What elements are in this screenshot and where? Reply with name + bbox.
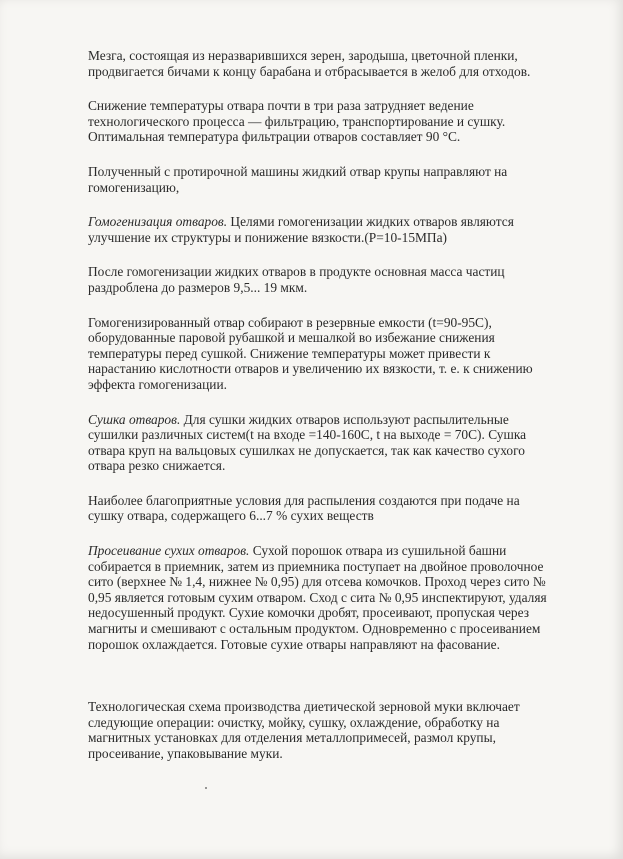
paragraph-temperature xyxy=(88,98,558,145)
paragraph-text: Гомогенизированный отвар собирают в резервные емкости (t=90-95С), оборудованные паровой рубашкой и мешалкой во избежание снижения температуры перед сушкой. Снижение температуры может привести к нарастанию кислотности отваров и увеличению их вязкости, т. е. к снижению эффекта гомогенизации. xyxy=(88,314,533,392)
section-lead: Гомогенизация отваров. xyxy=(88,214,228,230)
scan-speck xyxy=(205,787,207,789)
paragraph-text: Сухой порошок отвара из сушильной башни собирается в приемник, затем из приемника поступает на двойное проволочное сито (верхнее № 1,4, нижнее № 0,95) для отсева комочков. Проход через сито № 0,95 является готовым сухим отваром. Сход с сита № 0,95 инспектируют, удаляя недосушенный продукт. Сухие комочки дробят, просеивают, пропуская через магниты и смешивают с остальным продуктом. Одновременно с просеиванием порошок охлаждается. Готовые сухие отвары направляют на фасование. xyxy=(88,543,547,652)
paragraph-flour-scheme xyxy=(88,699,558,761)
paragraph-text: Снижение температуры отвара почти в три раза затрудняет ведение технологического процесса — фильтрацию, транспортирование и сушку. Оптимальная температура фильтрации отваров составляет 90 °С. xyxy=(88,98,506,145)
paragraph-text: Мезга, состоящая из неразварившихся зерен, зародыша, цветочной пленки, продвигается бичами к концу барабана и отбрасывается в желоб для отходов. xyxy=(88,48,531,79)
section-lead: Просеивание сухих отваров. xyxy=(88,543,250,559)
paragraph-text: Целями гомогенизации жидких отваров являются улучшение их структуры и понижение вязкости.(Р=10-15МПа) xyxy=(88,214,514,245)
paragraph-text: Для сушки жидких отваров используют распылительные сушилки различных систем(t на входе =140-160С, t на выходе = 70С). Сушка отвара круп на вальцовых сушилках не допускается, так как качество сухого отвара резко снижается. xyxy=(88,411,527,474)
paragraph-spraying xyxy=(88,493,558,524)
paragraph-particles xyxy=(88,264,558,295)
paragraph-mezga xyxy=(88,48,558,79)
blank-gap xyxy=(88,671,558,699)
paragraph-drying xyxy=(88,412,558,474)
paragraph-text: После гомогенизации жидких отваров в продукте основная масса частиц раздроблена до размеров 9,5... 19 мкм. xyxy=(88,264,505,295)
paragraph-text: Полученный с протирочной машины жидкий отвар крупы направляют на гомогенизацию, xyxy=(88,163,508,195)
paragraph-text: Наиболее благоприятные условия для распыления создаются при подаче на сушку отвара, содержащего 6...7 % сухих веществ xyxy=(88,492,520,524)
section-lead: Сушка отваров. xyxy=(88,411,181,427)
paragraph-text: Технологическая схема производства диетической зерновой муки включает следующие операции: очистку, мойку, сушку, охлаждение, обработку на магнитных установках для отделения металлопримесей, размол крупы, просеивание, упаковывание муки. xyxy=(88,699,520,761)
paragraph-sifting xyxy=(88,543,558,652)
paragraph-homogenization xyxy=(88,214,558,245)
paragraph-reserve-tanks xyxy=(88,315,558,393)
document-body xyxy=(88,48,558,781)
paragraph-homogenization-intro xyxy=(88,164,558,195)
